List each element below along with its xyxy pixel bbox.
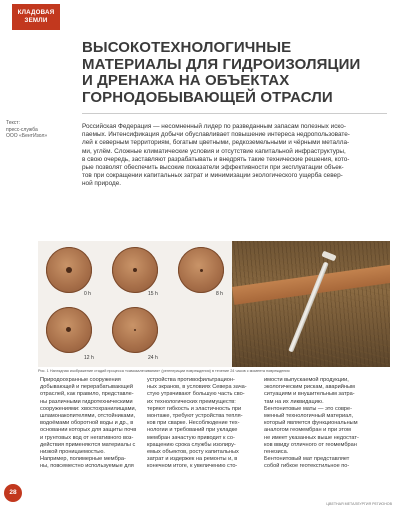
lead-line: лей к северным территориям, богатым цветными, редкоземельными и чёрными металла-: [82, 139, 350, 147]
title-line: И ДРЕНАЖА НА ОБЪЕКТАХ: [82, 72, 290, 89]
sample-photo-panel: [38, 241, 233, 367]
title-line: ВЫСОКОТЕХНОЛОГИЧНЫЕ: [82, 39, 292, 56]
body-line: ков при сварке. Несоблюдение тех-: [147, 420, 240, 427]
body-line: который является функциональным: [264, 420, 358, 427]
body-line: низкой проницаемостью.: [40, 449, 105, 456]
body-column-3: [264, 377, 382, 471]
figure-caption: Рис. 1 Наглядная изображение стадий процесса «самозалечивания» (регенерации повреждения) в течение 24 часов с момента повреждения: [38, 369, 290, 373]
body-line: конечном итоге, к увеличению сто-: [147, 463, 238, 470]
body-line: нологии и требований при укладке: [147, 427, 238, 434]
section-tag: [12, 4, 60, 30]
title-divider: [82, 113, 387, 114]
sample-label: 24 h: [148, 355, 158, 361]
footer-text: ЦВЕТНАЯ МЕТАЛЛУРГИЯ РЕГИОНОВ: [326, 502, 392, 506]
sample-disk-image: [112, 307, 158, 353]
body-line: шламонакопителями, отстойниками,: [40, 413, 136, 420]
title-line: МАТЕРИАЛЫ ДЛЯ ГИДРОИЗОЛЯЦИИ: [82, 55, 361, 73]
body-line: монтаже, требуют устройства тепля-: [147, 413, 243, 420]
body-line: отраслей, как правило, представле-: [40, 391, 134, 398]
body-line: менный технологичный материал,: [264, 413, 354, 420]
body-line: аналогом геомембран и при этом: [264, 427, 351, 434]
body-line: имости выпускаемой продукции,: [264, 377, 349, 383]
body-line: основании которых для защиты почв: [40, 427, 137, 434]
lead-line: рые позволят обеспечить высокие показатели эффективности при эксплуатации объек-: [82, 164, 344, 172]
author-label: Текст:: [6, 120, 20, 126]
author-block: [6, 120, 76, 140]
section-tag-line2: ЗЕМЛИ: [24, 17, 48, 24]
lead-line: в свою очередь, заставляют разрабатывать и внедрять такие технические решения, кото-: [82, 155, 350, 163]
body-line: там на их ликвидацию.: [264, 398, 324, 405]
body-line: ны различными гидротехническими: [40, 398, 133, 405]
body-line: стую утрачивают большую часть сво-: [147, 391, 245, 398]
body-line: сооружениями: хвостохранилищами,: [40, 405, 137, 412]
lead-line: ной природе.: [82, 180, 122, 188]
body-line: водоёмами оборотной воды и др., в: [40, 420, 134, 427]
sample-disk-image: [178, 247, 224, 293]
body-line: ных экранов, в условиях Севера зача-: [147, 384, 247, 391]
body-line: Бентонитовые маты — это совре-: [264, 405, 353, 412]
sample-disk-image: [112, 247, 158, 293]
body-line: собой гибкое геотекстильное по-: [264, 463, 350, 470]
author-company: ООО «БентИзол»: [6, 133, 48, 139]
sample-disk-image: [46, 307, 92, 353]
sample-label: 8 h: [216, 291, 223, 297]
body-column-1: [40, 377, 138, 471]
body-line: ков ввиду отличного от геомембран: [264, 441, 357, 448]
sample-label: 12 h: [84, 355, 94, 361]
body-line: кращению срока службы изолиру-: [147, 441, 236, 448]
body-line: ны, повсеместно используемые для: [40, 463, 134, 470]
body-line: их технологических преимуществ:: [147, 398, 236, 405]
body-line: экологическим рискам, аварийным: [264, 384, 355, 391]
lead-line: тов при сокращении капитальных затрат и минимизации экологического ущерба север-: [82, 172, 343, 180]
lead-line: ми, углём. Сложные климатические условия и отсутствие капитальной инфраструктуры,: [82, 147, 346, 155]
sample-label: 0 h: [84, 291, 91, 297]
body-line: емых объектов, росту капитальных: [147, 449, 239, 456]
body-line: затрат и издержек на ремонты и, в: [147, 456, 238, 463]
author-name: пресс-служба: [6, 126, 38, 133]
section-tag-line1: КЛАДОВАЯ: [17, 9, 55, 16]
lead-line: паемых. Интенсификация добычи обуславливает повышение интереса недропользовате-: [82, 131, 350, 139]
sample-disk-image: [46, 247, 92, 293]
body-line: Природоохранные сооружения: [40, 377, 121, 383]
page-number: 28: [4, 484, 22, 502]
body-line: действия применяются материалы с: [40, 441, 136, 448]
body-line: и грунтовых вод от негативного воз-: [40, 434, 134, 441]
body-line: добывающей и перерабатывающей: [40, 384, 134, 391]
sample-label: 15 h: [148, 291, 158, 297]
body-line: ситуациям и внушительным затра-: [264, 391, 355, 398]
body-line: Бентонитовый мат представляет: [264, 456, 350, 463]
body-line: теряют гибкость и эластичность при: [147, 405, 242, 412]
body-line: не имеет указанных выше недостат-: [264, 434, 359, 441]
body-line: устройства противофильтрацион-: [147, 377, 235, 383]
body-line: генезиса.: [264, 449, 289, 456]
geosynthetic-mat-photo: [232, 241, 390, 367]
body-line: мембран зачастую приводит к со-: [147, 434, 235, 441]
title-line: ГОРНОДОБЫВАЮЩЕЙ ОТРАСЛИ: [82, 88, 333, 106]
article-title: [82, 40, 387, 106]
body-line: Например, полимерные мембра-: [40, 456, 126, 463]
lead-line: Российская Федерация — несомненный лидер по разведанным запасам полезных иско-: [82, 123, 346, 130]
lead-paragraph: [82, 123, 387, 189]
body-column-2: [147, 377, 257, 471]
